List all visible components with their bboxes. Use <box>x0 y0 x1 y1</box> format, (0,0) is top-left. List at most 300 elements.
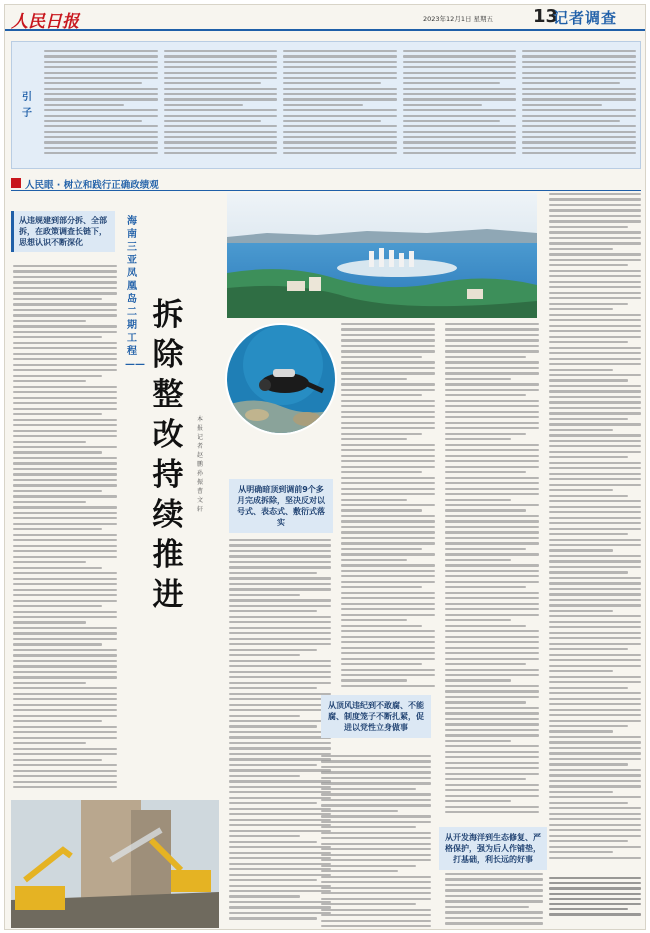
text-line <box>445 548 526 550</box>
text-line <box>321 898 431 900</box>
text-line <box>44 72 158 74</box>
text-line <box>13 408 117 410</box>
text-line <box>44 61 158 63</box>
text-line <box>549 314 641 316</box>
text-line <box>229 912 331 914</box>
text-line <box>229 769 331 771</box>
text-line <box>229 824 331 826</box>
text-line <box>445 889 543 891</box>
text-line <box>44 93 158 95</box>
text-line <box>445 537 539 539</box>
text-line <box>229 868 331 870</box>
text-line <box>229 813 331 815</box>
callout-third: 从开发海洋到生态修复、严格保护，强为后人作铺垫，打基础，利长远的好事 <box>439 827 547 870</box>
text-line <box>13 589 117 591</box>
text-line <box>549 484 641 486</box>
text-line <box>13 781 117 783</box>
text-line <box>549 903 641 905</box>
text-line <box>13 715 117 717</box>
text-line <box>445 674 539 676</box>
text-line <box>164 136 278 138</box>
text-line <box>13 534 117 536</box>
text-line <box>341 460 435 462</box>
text-line <box>13 704 117 706</box>
text-line <box>445 433 526 435</box>
text-line <box>445 361 539 363</box>
text-line <box>229 566 331 568</box>
text-line <box>321 832 431 834</box>
callout-first: 从明确暗顶到调前9个多月完成拆除，坚决反对以号式、表态式、敷衍式落实 <box>229 479 333 533</box>
text-line <box>164 93 278 95</box>
text-line <box>403 131 517 133</box>
text-line <box>445 718 539 720</box>
text-line <box>549 374 641 376</box>
text-line <box>13 413 102 415</box>
text-line <box>229 643 331 645</box>
column-4b-text <box>445 873 543 925</box>
text-line <box>549 877 641 879</box>
text-line <box>445 895 543 897</box>
text-line <box>445 350 539 352</box>
text-line <box>341 372 435 374</box>
text-line <box>549 259 641 261</box>
text-line <box>445 884 543 886</box>
text-line <box>229 857 331 859</box>
text-line <box>13 380 86 382</box>
text-line <box>13 303 117 305</box>
text-line <box>445 488 539 490</box>
text-line <box>445 911 543 913</box>
section-title: 记者调查 <box>553 9 618 27</box>
text-line <box>13 484 117 486</box>
text-line <box>403 98 517 100</box>
text-line <box>549 270 641 272</box>
text-line <box>341 658 435 660</box>
text-line <box>549 242 641 244</box>
text-line <box>321 920 431 922</box>
text-line <box>549 709 641 711</box>
text-line <box>403 88 517 90</box>
text-line <box>13 770 117 772</box>
text-line <box>13 468 117 470</box>
text-line <box>549 308 613 310</box>
text-line <box>13 742 86 744</box>
text-line <box>13 748 117 750</box>
text-line <box>445 422 539 424</box>
text-line <box>13 528 102 530</box>
text-line <box>321 826 416 828</box>
text-line <box>549 220 641 222</box>
text-line <box>44 104 124 106</box>
text-line <box>229 841 317 843</box>
text-line <box>341 361 435 363</box>
text-line <box>229 863 331 865</box>
text-line <box>13 292 117 294</box>
text-line <box>445 789 539 791</box>
text-line <box>445 592 539 594</box>
text-line <box>341 614 435 616</box>
text-line <box>549 209 641 211</box>
text-line <box>13 490 102 492</box>
text-line <box>341 679 407 681</box>
text-line <box>13 698 117 700</box>
text-line <box>549 204 641 206</box>
text-line <box>341 581 435 583</box>
text-line <box>522 93 636 95</box>
text-line <box>445 762 539 764</box>
text-line <box>341 564 435 566</box>
text-line <box>341 608 435 610</box>
text-line <box>549 802 628 804</box>
text-line <box>341 405 435 407</box>
article-byline: 本报记者 赵鹏 孙振 曹文轩 <box>196 416 203 513</box>
text-line <box>445 778 526 780</box>
text-line <box>283 120 381 122</box>
text-line <box>445 696 539 698</box>
text-line <box>549 835 641 837</box>
text-line <box>164 152 278 154</box>
text-line <box>229 901 331 903</box>
text-line <box>549 495 628 497</box>
text-line <box>341 553 435 555</box>
text-line <box>445 400 539 402</box>
text-line <box>341 488 435 490</box>
text-line <box>341 504 435 506</box>
text-line <box>229 665 331 667</box>
text-line <box>445 405 539 407</box>
text-line <box>321 887 431 889</box>
text-line <box>229 676 331 678</box>
text-line <box>403 77 517 79</box>
column-2-text <box>229 539 331 920</box>
text-line <box>445 806 539 808</box>
text-line <box>549 908 628 910</box>
text-line <box>445 328 539 330</box>
text-line <box>13 621 86 623</box>
text-line <box>341 345 435 347</box>
text-line <box>341 630 435 632</box>
text-line <box>549 632 641 634</box>
text-line <box>164 98 278 100</box>
text-line <box>549 286 641 288</box>
text-line <box>229 885 331 887</box>
text-line <box>13 298 102 300</box>
text-line <box>445 630 539 632</box>
text-line <box>549 489 613 491</box>
text-line <box>445 658 539 660</box>
text-line <box>403 141 517 143</box>
text-line <box>229 621 331 623</box>
text-line <box>341 449 435 451</box>
text-line <box>229 895 300 897</box>
text-line <box>283 109 397 111</box>
text-line <box>341 422 435 424</box>
column-3b-text <box>321 755 431 927</box>
text-line <box>13 682 86 684</box>
text-line <box>341 641 435 643</box>
text-line <box>13 578 117 580</box>
text-line <box>522 141 636 143</box>
text-line <box>13 539 117 541</box>
demolition-photo <box>11 800 219 928</box>
text-line <box>321 771 431 773</box>
text-line <box>549 582 641 584</box>
text-line <box>445 482 539 484</box>
text-line <box>549 882 641 884</box>
text-line <box>44 125 158 127</box>
text-line <box>549 390 641 392</box>
page-number: 13 <box>533 6 559 27</box>
text-line <box>445 339 539 341</box>
text-line <box>549 615 641 617</box>
text-line <box>549 193 641 195</box>
text-line <box>549 813 641 815</box>
text-line <box>549 769 641 771</box>
text-line <box>229 747 331 749</box>
text-line <box>549 264 628 266</box>
text-line <box>229 753 331 755</box>
text-line <box>549 358 641 360</box>
text-line <box>403 104 483 106</box>
text-line <box>13 314 117 316</box>
text-line <box>13 627 117 629</box>
text-line <box>522 109 636 111</box>
text-line <box>445 900 543 902</box>
text-line <box>13 451 102 453</box>
text-line <box>549 725 628 727</box>
text-line <box>549 198 641 200</box>
text-line <box>13 419 117 421</box>
text-line <box>549 692 641 694</box>
masthead <box>5 5 646 31</box>
text-line <box>341 334 435 336</box>
text-line <box>44 55 158 57</box>
text-line <box>13 265 117 267</box>
text-line <box>445 641 539 643</box>
text-line <box>283 66 397 68</box>
text-line <box>13 709 117 711</box>
text-line <box>13 726 117 728</box>
text-line <box>321 870 398 872</box>
text-line <box>549 500 641 502</box>
text-line <box>549 560 641 562</box>
text-line <box>13 358 117 360</box>
text-line <box>229 802 317 804</box>
newspaper-logo: 人民日报 <box>11 12 79 32</box>
text-line <box>13 441 86 443</box>
text-line <box>229 731 331 733</box>
text-line <box>445 795 539 797</box>
text-line <box>164 82 262 84</box>
text-line <box>44 141 158 143</box>
text-line <box>229 725 317 727</box>
text-line <box>403 125 517 127</box>
text-line <box>549 418 628 420</box>
text-line <box>321 859 431 861</box>
text-line <box>445 767 539 769</box>
text-line <box>445 636 539 638</box>
text-line <box>164 55 278 57</box>
text-line <box>445 460 539 462</box>
text-line <box>13 446 117 448</box>
text-line <box>549 785 641 787</box>
text-line <box>13 462 117 464</box>
text-line <box>13 737 117 739</box>
text-line <box>549 730 613 732</box>
text-line <box>13 671 117 673</box>
text-line <box>549 807 641 809</box>
text-line <box>549 407 641 409</box>
text-line <box>522 104 602 106</box>
text-line <box>445 729 539 731</box>
text-line <box>13 473 117 475</box>
text-line <box>549 763 628 765</box>
text-line <box>321 755 431 757</box>
text-line <box>321 909 431 911</box>
text-line <box>549 478 641 480</box>
text-line <box>341 411 435 413</box>
text-line <box>445 411 539 413</box>
text-line <box>13 731 117 733</box>
text-line <box>549 659 641 661</box>
text-line <box>445 553 539 555</box>
text-line <box>522 61 636 63</box>
text-line <box>341 438 407 440</box>
text-line <box>164 125 278 127</box>
text-line <box>283 147 397 149</box>
article-headline: 拆除整改持续推进 <box>152 297 184 613</box>
text-line <box>321 777 431 779</box>
text-line <box>445 707 539 709</box>
text-line <box>403 61 517 63</box>
text-line <box>445 603 539 605</box>
text-line <box>321 804 431 806</box>
text-line <box>164 77 278 79</box>
text-line <box>229 687 317 689</box>
text-line <box>445 784 539 786</box>
text-line <box>403 152 517 154</box>
text-line <box>549 539 641 541</box>
text-line <box>522 147 636 149</box>
text-line <box>229 704 331 706</box>
text-line <box>229 693 331 695</box>
text-line <box>549 736 641 738</box>
text-line <box>164 109 278 111</box>
text-line <box>321 854 431 856</box>
left-subhead: 从违规建到部分拆、全部拆，在政策调查长链下，思想认识不断深化 <box>11 211 115 252</box>
text-line <box>321 903 416 905</box>
text-line <box>445 455 539 457</box>
text-line <box>229 835 300 837</box>
text-line <box>13 457 117 459</box>
text-line <box>445 619 511 621</box>
text-line <box>549 549 613 551</box>
text-line <box>13 616 117 618</box>
text-line <box>13 276 117 278</box>
text-line <box>229 594 300 596</box>
text-line <box>522 136 636 138</box>
text-line <box>229 830 331 832</box>
text-line <box>445 586 526 588</box>
text-line <box>229 846 331 848</box>
text-line <box>283 88 397 90</box>
text-line <box>13 550 117 552</box>
text-line <box>229 715 300 717</box>
text-line <box>283 77 397 79</box>
text-line <box>44 109 158 111</box>
text-line <box>229 764 317 766</box>
text-line <box>341 482 435 484</box>
text-line <box>445 663 526 665</box>
text-line <box>321 810 398 812</box>
text-line <box>549 352 641 354</box>
text-line <box>445 504 539 506</box>
text-line <box>229 775 300 777</box>
text-line <box>229 572 317 574</box>
text-line <box>321 848 431 850</box>
text-line <box>445 334 539 336</box>
text-line <box>403 93 517 95</box>
text-line <box>549 237 641 239</box>
text-line <box>549 467 641 469</box>
text-line <box>283 55 397 57</box>
text-line <box>522 77 636 79</box>
text-line <box>549 698 641 700</box>
text-line <box>445 438 511 440</box>
text-line <box>321 793 431 795</box>
text-line <box>229 610 317 612</box>
section-banner <box>11 177 641 191</box>
text-line <box>445 345 539 347</box>
text-line <box>44 152 158 154</box>
text-line <box>549 857 641 859</box>
text-line <box>13 759 102 761</box>
text-line <box>522 125 636 127</box>
text-line <box>229 852 331 854</box>
text-line <box>341 548 422 550</box>
text-line <box>522 55 636 57</box>
text-line <box>13 561 86 563</box>
text-line <box>549 303 628 305</box>
text-line <box>445 542 539 544</box>
text-line <box>321 914 431 916</box>
text-line <box>229 808 331 810</box>
diver-photo <box>225 323 337 435</box>
text-line <box>445 701 526 703</box>
text-line <box>445 922 543 924</box>
text-line <box>445 509 526 511</box>
text-line <box>13 435 117 437</box>
text-line <box>549 824 641 826</box>
text-line <box>13 567 102 569</box>
text-line <box>341 328 435 330</box>
text-line <box>445 367 539 369</box>
text-line <box>445 427 539 429</box>
text-line <box>321 815 431 817</box>
text-line <box>229 758 331 760</box>
text-line <box>549 654 641 656</box>
text-line <box>341 477 435 479</box>
text-line <box>283 152 397 154</box>
text-line <box>522 152 636 154</box>
text-line <box>13 687 117 689</box>
text-line <box>44 147 158 149</box>
text-line <box>445 378 511 380</box>
text-line <box>445 745 539 747</box>
text-line <box>13 632 117 634</box>
text-line <box>341 383 435 385</box>
text-line <box>164 104 244 106</box>
